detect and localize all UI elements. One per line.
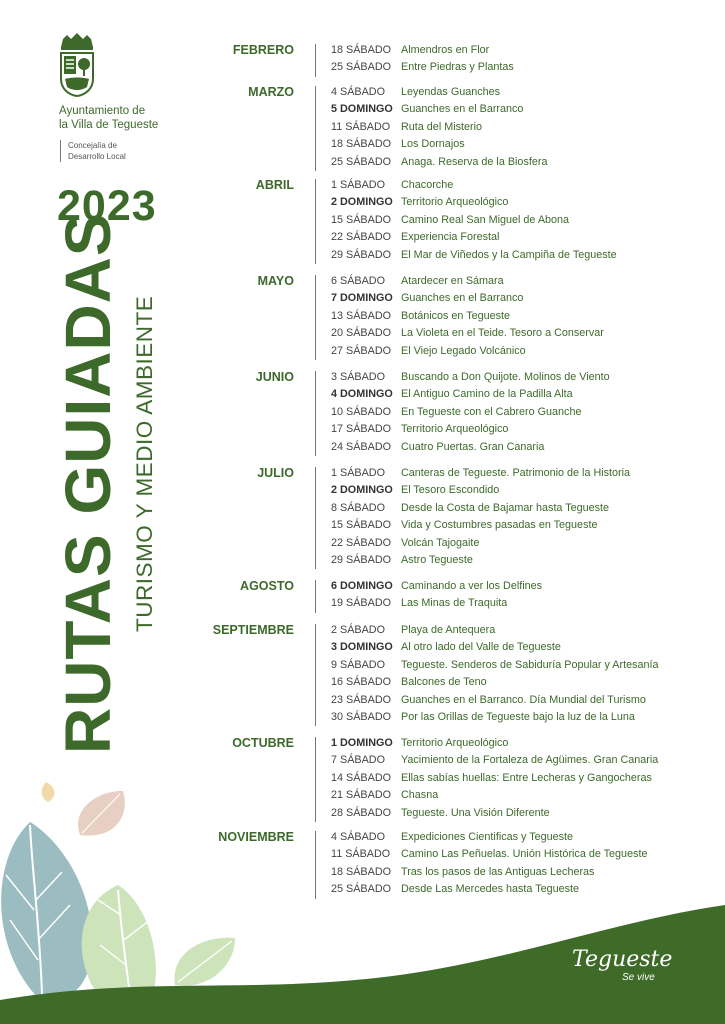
route-date: 25 SÁBADO (331, 155, 392, 168)
route-name: Ellas sabías huellas: Entre Lecheras y Gangocheras (401, 771, 652, 784)
route-date: 10 SÁBADO (331, 405, 392, 418)
route-row (331, 552, 473, 569)
route-row (331, 482, 499, 499)
route-date: 22 SÁBADO (331, 231, 392, 244)
route-date: 29 SÁBADO (331, 248, 392, 261)
month-divider (315, 831, 316, 899)
route-date: 2 DOMINGO (331, 484, 393, 497)
route-row (331, 154, 547, 171)
route-row (331, 881, 579, 898)
logo-tagline: Se vive (622, 972, 655, 983)
main-title: RUTAS GUIADAS (52, 212, 124, 754)
route-date: 7 SÁBADO (331, 754, 386, 767)
route-row (331, 735, 508, 752)
route-row (331, 421, 508, 438)
route-row (331, 273, 504, 290)
month-name: FEBRERO (232, 43, 294, 57)
route-name: Los Dornajos (401, 138, 465, 151)
route-name: Ruta del Misterio (401, 120, 483, 133)
route-date: 15 SÁBADO (331, 213, 392, 226)
route-name: Experiencia Forestal (401, 231, 500, 244)
route-name: Volcán Tajogaite (401, 536, 480, 549)
route-row (331, 595, 507, 612)
route-date: 17 SÁBADO (331, 423, 392, 436)
route-row (331, 674, 487, 691)
leaf-small-yellow (42, 782, 55, 802)
route-date: 14 SÁBADO (331, 771, 392, 784)
route-name: Guanches en el Barranco. Día Mundial del Turismo (401, 693, 646, 706)
route-date: 4 SÁBADO (331, 86, 386, 98)
route-name: Entre Piedras y Plantas (401, 61, 514, 74)
route-row (331, 119, 482, 136)
route-row (331, 369, 610, 386)
route-date: 8 SÁBADO (331, 501, 386, 514)
route-row (331, 386, 573, 403)
route-date: 30 SÁBADO (331, 711, 392, 723)
route-name: Vida y Costumbres pasadas en Tegueste (401, 519, 598, 532)
route-row (331, 439, 544, 456)
route-name: Almendros en Flor (401, 44, 490, 56)
route-row (331, 770, 652, 787)
route-date: 3 DOMINGO (331, 641, 393, 654)
route-row (331, 622, 495, 639)
route-name: Yacimiento de la Fortaleza de Agüimes. Gran Canaria (401, 754, 659, 767)
route-date: 22 SÁBADO (331, 536, 392, 549)
route-name: Anaga. Reserva de la Biosfera (401, 155, 548, 168)
month-name: SEPTIEMBRE (212, 623, 294, 637)
town-crest-icon (55, 33, 99, 97)
route-name: Las Minas de Traquita (401, 597, 508, 610)
route-date: 5 DOMINGO (331, 103, 393, 116)
route-date: 13 SÁBADO (331, 309, 392, 322)
route-date: 2 SÁBADO (331, 624, 386, 636)
route-name: Tras los pasos de las Antiguas Lecheras (401, 865, 595, 878)
route-date: 9 SÁBADO (331, 658, 386, 671)
department-label (60, 140, 126, 162)
subtitle: TURISMO Y MEDIO AMBIENTE (132, 295, 157, 632)
month-divider (315, 580, 316, 613)
month-name: OCTUBRE (232, 736, 294, 750)
route-date: 11 SÁBADO (331, 120, 391, 133)
route-name: Territorio Arqueológico (401, 737, 509, 749)
month-divider (315, 737, 316, 822)
month-name: JULIO (257, 466, 294, 480)
route-name: En Tegueste con el Cabrero Guanche (401, 405, 582, 418)
route-row (331, 42, 489, 59)
org-name-line2: la Villa de Tegueste (59, 119, 159, 131)
route-date: 29 SÁBADO (331, 554, 392, 566)
route-row (331, 787, 438, 804)
route-row (331, 247, 617, 264)
route-name: Desde la Costa de Bajamar hasta Tegueste (401, 501, 610, 514)
route-row (331, 639, 561, 656)
route-name: Atardecer en Sámara (401, 275, 504, 287)
route-row (331, 194, 508, 211)
route-name: Guanches en el Barranco (401, 103, 524, 116)
route-date: 4 DOMINGO (331, 388, 393, 401)
route-row (331, 517, 597, 534)
department-line1: Concejalía de (68, 141, 117, 150)
route-date: 20 SÁBADO (331, 327, 392, 340)
route-row (331, 177, 453, 194)
route-name: El Viejo Legado Volcánico (401, 344, 526, 357)
route-date: 6 SÁBADO (331, 275, 386, 287)
route-name: Astro Tegueste (401, 554, 473, 566)
month-name: MARZO (248, 85, 294, 99)
route-date: 15 SÁBADO (331, 519, 392, 532)
route-name: Guanches en el Barranco (401, 292, 524, 305)
tegueste-logo (572, 948, 672, 983)
route-row (331, 709, 635, 726)
month-divider (315, 371, 316, 456)
route-date: 18 SÁBADO (331, 865, 392, 878)
month-divider (315, 275, 316, 360)
route-date: 2 DOMINGO (331, 196, 393, 209)
route-date: 27 SÁBADO (331, 344, 392, 357)
route-name: Cuatro Puertas. Gran Canaria (401, 440, 545, 453)
route-row (331, 846, 647, 863)
month-divider (315, 624, 316, 726)
route-row (331, 500, 609, 517)
route-name: Tegueste. Senderos de Sabiduría Popular y Artesanía (401, 658, 659, 671)
route-name: Caminando a ver los Delfines (401, 580, 543, 592)
route-name: Territorio Arqueológico (401, 423, 509, 436)
route-name: Balcones de Teno (401, 676, 487, 689)
route-row (331, 465, 630, 482)
route-row (331, 404, 581, 421)
route-date: 3 SÁBADO (331, 371, 386, 383)
month-divider (315, 44, 316, 77)
route-date: 11 SÁBADO (331, 848, 391, 861)
month-name: JUNIO (255, 370, 294, 384)
route-row (331, 752, 658, 769)
route-row (331, 136, 465, 153)
route-row (331, 84, 500, 101)
route-row (331, 829, 573, 846)
month-name: AGOSTO (240, 579, 294, 593)
month-divider (315, 179, 316, 264)
route-name: El Mar de Viñedos y la Campiña de Tegueste (401, 248, 617, 261)
route-name: Camino Las Peñuelas. Unión Histórica de Tegueste (401, 848, 648, 861)
route-date: 18 SÁBADO (331, 44, 392, 56)
route-date: 1 SÁBADO (331, 179, 386, 191)
leaf-blue (1, 822, 92, 1001)
route-name: Chacorche (401, 179, 454, 191)
org-name-line1: Ayuntamiento de (59, 105, 146, 117)
route-row (331, 101, 523, 118)
route-date: 1 DOMINGO (331, 737, 393, 749)
month-name: ABRIL (255, 178, 294, 192)
route-name: Expediciones Cientificas y Tegueste (401, 831, 574, 843)
route-name: Botánicos en Tegueste (401, 309, 511, 322)
route-date: 25 SÁBADO (331, 883, 392, 896)
month-name: MAYO (257, 274, 294, 288)
route-row (331, 657, 659, 674)
route-name: El Tesoro Escondido (401, 484, 500, 497)
route-row (331, 692, 646, 709)
route-row (331, 290, 523, 307)
route-row (331, 805, 550, 822)
route-date: 18 SÁBADO (331, 138, 392, 151)
route-row (331, 229, 499, 246)
route-name: Camino Real San Miguel de Abona (401, 213, 570, 226)
route-name: El Antiguo Camino de la Padilla Alta (401, 388, 573, 401)
route-name: Tegueste. Una Visión Diferente (401, 806, 550, 819)
month-name: NOVIEMBRE (218, 830, 294, 844)
month-divider (315, 86, 316, 171)
route-date: 24 SÁBADO (331, 440, 392, 453)
route-name: Desde Las Mercedes hasta Tegueste (401, 883, 580, 896)
route-name: Playa de Antequera (401, 624, 496, 636)
route-name: Buscando a Don Quijote. Molinos de Viento (401, 371, 610, 383)
route-date: 25 SÁBADO (331, 61, 392, 74)
route-date: 1 SÁBADO (331, 467, 386, 479)
route-name: Leyendas Guanches (401, 86, 501, 98)
route-row (331, 308, 510, 325)
route-row (331, 535, 479, 552)
route-name: Territorio Arqueológico (401, 196, 509, 209)
route-name: Chasna (401, 789, 439, 802)
department-line2: Desarrollo Local (68, 152, 126, 161)
route-date: 21 SÁBADO (331, 789, 392, 802)
route-date: 6 DOMINGO (331, 580, 393, 592)
year-title: 2023 (57, 182, 157, 230)
route-date: 7 DOMINGO (331, 292, 393, 305)
route-name: Al otro lado del Valle de Tegueste (401, 641, 561, 654)
route-row (331, 59, 514, 76)
route-name: Canteras de Tegueste. Patrimonio de la Historia (401, 467, 631, 479)
route-row (331, 578, 542, 595)
route-row (331, 864, 594, 881)
route-date: 19 SÁBADO (331, 597, 392, 610)
route-date: 23 SÁBADO (331, 693, 392, 706)
route-name: La Violeta en el Teide. Tesoro a Conservar (401, 327, 604, 340)
route-row (331, 325, 604, 342)
route-date: 28 SÁBADO (331, 806, 392, 819)
logo-name: Tegueste (572, 947, 673, 972)
month-divider (315, 467, 316, 569)
route-row (331, 343, 526, 360)
route-date: 16 SÁBADO (331, 676, 392, 689)
route-name: Por las Orillas de Tegueste bajo la luz de la Luna (401, 711, 635, 723)
route-date: 4 SÁBADO (331, 831, 386, 843)
route-row (331, 212, 569, 229)
